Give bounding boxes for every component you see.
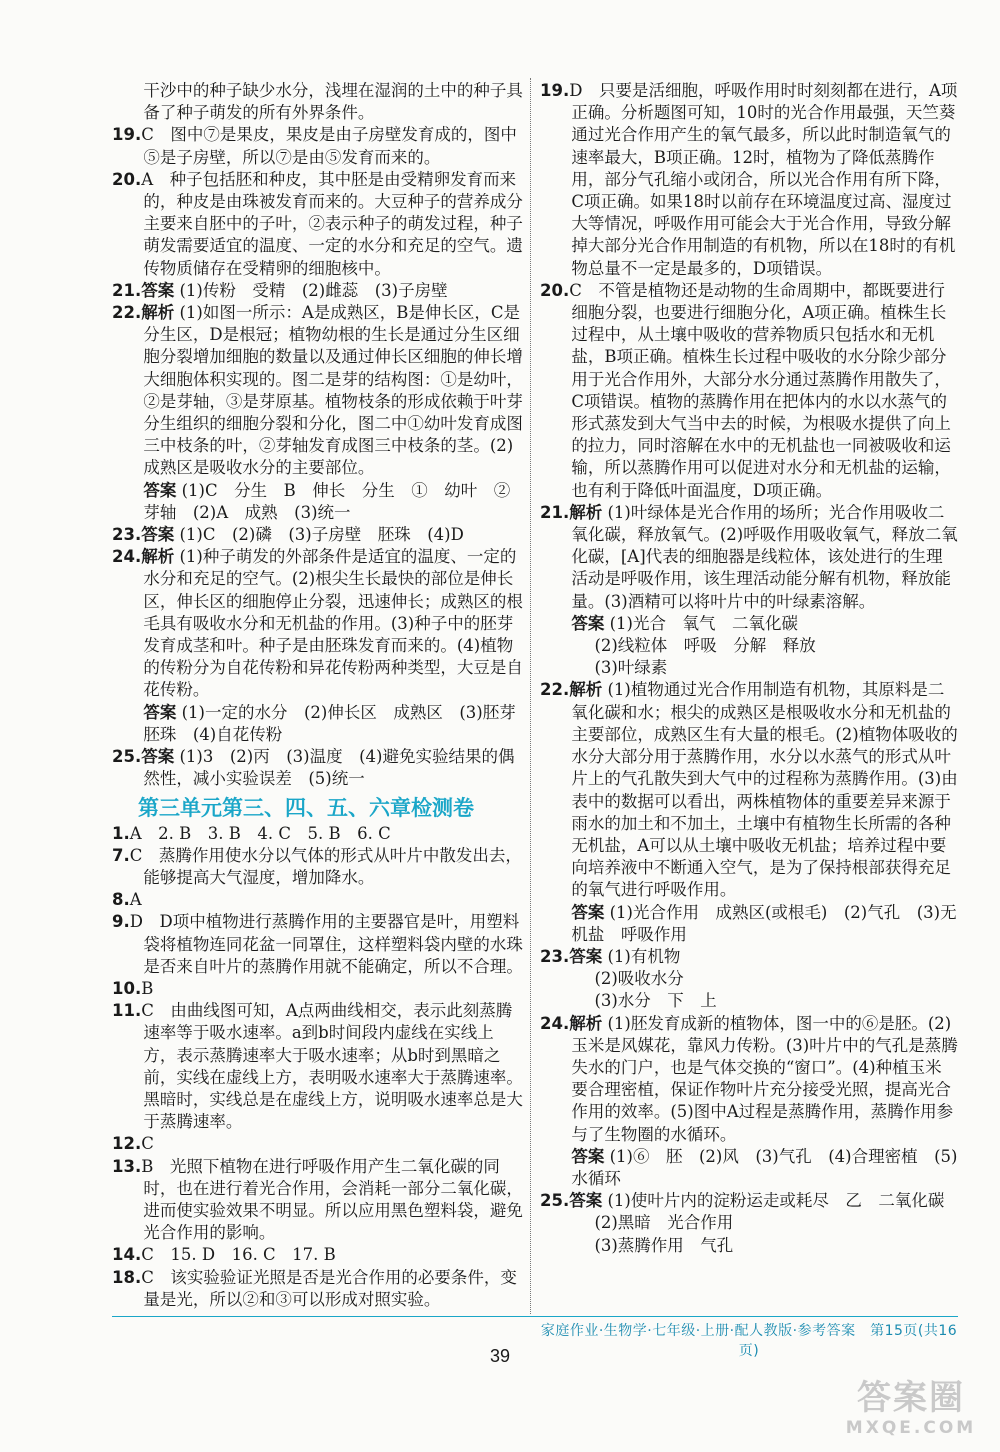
answer-keyword: 答案 [569, 946, 603, 966]
answer-keyword: 解析 [569, 502, 603, 522]
answer-keyword: 答案 [569, 1191, 603, 1211]
answer-text: D D项中植物进行蒸腾作用的主要器官是叶，用塑料袋将植物连同花盆一同罩住，这样塑料袋内壁的水珠是否来自叶片的蒸腾作用就不能确定，所以不合理。 [129, 912, 523, 976]
answer-line [540, 635, 958, 657]
footer-rule [112, 1316, 958, 1317]
answer-text: C 由曲线图可知，A点两曲线相交，表示此刻蒸腾速率等于吸水速率。a到b时间段内虚线在实线上方，表示蒸腾速率大于吸水速率；从b时到黑暗之前，实线在虚线上方，表明吸水速率大于蒸腾速率。黑暗时，实线总是在虚线上方，说明吸水速率总是大于蒸腾速率。 [141, 1001, 523, 1132]
question-number: 22. [540, 680, 570, 700]
answer-text: (1)3 (2)丙 (3)温度 (4)避免实验结果的偶然性，减小实验误差 (5)统一 [143, 747, 515, 789]
watermark-text: 答案圈 [857, 1378, 965, 1418]
answer-item [112, 1244, 524, 1266]
question-number: 25. [540, 1191, 570, 1211]
answer-line [540, 1212, 958, 1234]
answer-item [112, 1000, 524, 1133]
answer-text: (3)水分 下 上 [594, 991, 717, 1011]
answer-line [540, 657, 958, 679]
question-number: 8. [112, 890, 130, 910]
answer-line [540, 613, 958, 635]
question-number: 23. [540, 946, 570, 966]
answer-keyword: 解析 [141, 303, 175, 323]
answer-text: A 种子包括胚和种皮，其中胚是由受精卵发育而来的，种皮是由珠被发育而来的。大豆种子的营养成分主要来自胚中的子叶，②表示种子的萌发过程，种子萌发需要适宜的温度、一定的水分和充足的空气。遗传物质储存在受精卵的细胞核中。 [141, 169, 523, 278]
answer-text: D 只要是活细胞，呼吸作用时时刻刻都在进行，A项正确。分析题图可知，10时的光合作用最强，天竺葵通过光合作用产生的氧气最多，所以此时制造氧气的速率最大，B项正确。12时，植物为了降低蒸腾作用，部分气孔缩小或闭合，所以光合作用有所下降，C项正确。如果18时以前存在环境温度过高、湿度过大等情况，呼吸作用可能会大于光合作用，导致分解掉大部分光合作用制造的有机物，所以在18时的有机物总量不一定是最多的，D项错误。 [569, 81, 958, 278]
question-number: 10. [112, 978, 142, 998]
answer-keyword: 答案 [143, 480, 177, 500]
answer-keyword: 答案 [143, 702, 177, 722]
answer-text: (1)光合 氧气 二氧化碳 [609, 613, 798, 633]
answer-item [112, 845, 524, 889]
answer-item [112, 546, 524, 701]
answer-line [540, 1146, 958, 1190]
answer-text: (1)叶绿体是光合作用的场所；光合作用吸收二氧化碳，释放氧气。(2)呼吸作用吸收氧气，释放二氧化碳，[A]代表的细胞器是线粒体，该处进行的生理活动是呼吸作用，该生理活动能分解有机物，释放能量。(3)酒精可以将叶片中的叶绿素溶解。 [571, 502, 958, 611]
question-number: 21. [112, 280, 142, 300]
page-number: 39 [489, 1346, 511, 1366]
answer-item [112, 746, 524, 790]
left-column [112, 80, 533, 1311]
answer-item [540, 280, 958, 502]
answer-text: C 该实验验证光照是否是光合作用的必要条件，变量是光，所以②和③可以形成对照实验。 [141, 1267, 517, 1309]
answer-item [540, 1190, 958, 1212]
question-number: 19. [540, 81, 570, 100]
answer-text: (1)胚发育成新的植物体，图一中的⑥是胚。(2)玉米是风媒花，靠风力传粉。(3)叶片中的气孔是蒸腾失水的门户，也是气体交换的“窗口”。(4)种植玉米要合理密植，保证作物叶片充分接受光照，提高光合作用的效率。(5)图中A过程是蒸腾作用，蒸腾作用参与了生物圈的水循环。 [571, 1013, 958, 1144]
answer-text: (1)有机物 [607, 946, 681, 966]
answer-text: (1)使叶片内的淀粉运走或耗尽 乙 二氧化碳 [607, 1191, 945, 1211]
answer-item [112, 978, 524, 1000]
answer-text: (3)蒸腾作用 气孔 [594, 1235, 734, 1255]
answer-text: (2)黑暗 光合作用 [594, 1213, 734, 1233]
question-number: 25. [112, 747, 142, 767]
answer-keyword: 答案 [141, 525, 175, 545]
question-number: 12. [112, 1134, 142, 1154]
answer-item [112, 911, 524, 978]
answer-keyword: 解析 [569, 680, 603, 700]
answer-text: C [141, 1134, 154, 1154]
question-number: 24. [112, 547, 142, 567]
answer-keyword: 答案 [571, 902, 605, 922]
question-number: 22. [112, 303, 142, 323]
answer-text: B 光照下植物在进行呼吸作用产生二氧化碳的同时，也在进行着光合作用，会消耗一部分二氧化碳，进而使实验效果不明显。所以应用黑色塑料袋，避免光合作用的影响。 [141, 1156, 523, 1243]
answer-text: C 图中⑦是果皮，果皮是由子房壁发育成的，图中⑤是子房壁，所以⑦是由⑤发育而来的。 [141, 125, 517, 167]
answer-line [112, 702, 533, 746]
answer-item [112, 124, 524, 168]
answer-text: (1)植物通过光合作用制造有机物，其原料是二氧化碳和水；根尖的成熟区是根吸收水分和无机盐的主要部位，成熟区生有大量的根毛。(2)植物体吸收的水分大部分用于蒸腾作用，水分以水蒸气的形式从叶片上的气孔散失到大气中的过程称为蒸腾作用。(3)由表中的数据可以看出，两株植物体的重要差异来源于雨水的加土和不加土，土壤中有植物生长所需的各种无机盐，A可以从土壤中吸收无机盐；培养过程中要向培养液中不断通入空气，是为了保持根部获得充足的氧气进行呼吸作用。 [571, 680, 958, 900]
answer-item [112, 524, 524, 546]
answer-line [112, 480, 527, 524]
answer-text: (1)一定的水分 (2)伸长区 成熟区 (3)胚芽 胚珠 (4)自花传粉 [143, 702, 533, 744]
answer-text: (2)线粒体 呼吸 分解 释放 [594, 636, 816, 656]
answer-text: (1)光合作用 成熟区(或根毛) (2)气孔 (3)无机盐 呼吸作用 [571, 902, 957, 944]
question-number: 24. [540, 1013, 570, 1033]
question-number: 9. [112, 912, 130, 932]
column-divider [530, 78, 531, 1314]
answer-keyword: 解析 [569, 1013, 603, 1033]
answer-text: (3)叶绿素 [594, 658, 668, 678]
answer-text: (1)⑥ 胚 (2)风 (3)气孔 (4)合理密植 (5)水循环 [571, 1146, 958, 1188]
page-footer: 家庭作业·生物学·七年级·上册·配人教版·参考答案 第15页(共16页) [540, 1323, 958, 1359]
right-column [540, 80, 958, 1257]
question-number: 23. [112, 525, 142, 545]
answer-item [540, 80, 958, 280]
answer-keyword: 解析 [141, 547, 175, 567]
question-number: 21. [540, 502, 570, 522]
answer-item [540, 679, 958, 901]
answer-text: (2)吸收水分 [594, 969, 684, 989]
question-number: 1. [112, 823, 130, 843]
answer-text: C 15. D 16. C 17. B [141, 1245, 336, 1265]
section-title: 第三单元第三、四、五、六章检测卷 [138, 795, 474, 820]
answer-item [112, 302, 524, 480]
question-number: 19. [112, 125, 142, 145]
watermark-logo [836, 1378, 986, 1444]
answer-item [540, 1013, 958, 1146]
answer-keyword: 答案 [141, 747, 175, 767]
answer-item [540, 502, 958, 613]
answer-keyword: 答案 [571, 613, 605, 633]
answer-keyword: 答案 [571, 1146, 605, 1166]
answer-text: 干沙中的种子缺少水分，浅埋在湿润的土中的种子具备了种子萌发的所有外界条件。 [143, 81, 523, 123]
question-number: 20. [112, 169, 142, 189]
answer-line [112, 80, 524, 124]
watermark-url: MXQE.COM [845, 1418, 977, 1438]
question-number: 14. [112, 1245, 142, 1265]
answer-text: (1)C (2)磷 (3)子房壁 胚珠 (4)D [179, 525, 464, 545]
answer-keyword: 答案 [141, 280, 175, 300]
question-number: 7. [112, 845, 130, 865]
answer-text: (1)种子萌发的外部条件是适宜的温度、一定的水分和充足的空气。(2)根尖生长最快的部位是伸长区，伸长区的细胞停止分裂，迅速伸长；成熟区的根毛具有吸收水分和无机盐的作用。(3)种子中的胚芽发育成茎和叶。种子是由胚珠发育而来的。(4)植物的传粉分为自花传粉和异花传粉两种类型，大豆是自花传粉。 [143, 547, 523, 700]
question-number: 13. [112, 1156, 142, 1176]
answer-item [112, 1133, 524, 1155]
question-number: 11. [112, 1001, 142, 1021]
answer-line [540, 902, 958, 946]
answer-line [540, 968, 958, 990]
answer-text: C 蒸腾作用使水分以气体的形式从叶片中散发出去，能够提高大气湿度，增加降水。 [129, 845, 522, 887]
answer-line [540, 1235, 958, 1257]
answer-line [540, 990, 958, 1012]
answer-text: A [129, 890, 142, 910]
answer-text: C 不管是植物还是动物的生命周期中，都既要进行细胞分裂，也要进行细胞分化，A项正确。植株生长过程中，从土壤中吸收的营养物质只包括水和无机盐，B项正确。植株生长过程中吸收的水分除少部分用于光合作用外，大部分水分通过蒸腾作用散失了，C项错误。植物的蒸腾作用在把体内的水以水蒸气的形式蒸发到大气当中去的时候，为根吸水提供了向上的拉力，同时溶解在水中的无机盐也一同被吸收和运输，所以蒸腾作用可以促进对水分和无机盐的运输，也有利于降低叶面温度，D项正确。 [569, 280, 951, 500]
answer-item [112, 1267, 524, 1311]
answer-text: (1)如图一所示：A是成熟区，B是伸长区，C是分生区，D是根冠；植物幼根的生长是通过分生区细胞分裂增加细胞的数量以及通过伸长区细胞的伸长增大细胞体积实现的。图二是芽的结构图：①是幼叶，②是芽轴，③是芽原基。植物枝条的形成依赖于叶芽分生组织的细胞分裂和分化，图二中①幼叶发育成图三中枝条的叶，②芽轴发育成图三中枝条的茎。(2)成熟区是吸收水分的主要部位。 [143, 303, 523, 478]
answer-item [112, 1156, 524, 1245]
answer-text: A 2. B 3. B 4. C 5. B 6. C [129, 823, 391, 843]
answer-item [112, 169, 524, 280]
question-number: 20. [540, 280, 570, 300]
answer-item [112, 823, 524, 845]
answer-item [112, 889, 524, 911]
answer-text: (1)传粉 受精 (2)雌蕊 (3)子房壁 [179, 280, 448, 300]
answer-text: B [141, 978, 154, 998]
question-number: 18. [112, 1267, 142, 1287]
answer-text: (1)C 分生 B 伸长 分生 ① 幼叶 ② 芽轴 (2)A 成熟 (3)统一 [143, 480, 527, 522]
answer-item [112, 280, 524, 302]
answer-item [540, 946, 958, 968]
